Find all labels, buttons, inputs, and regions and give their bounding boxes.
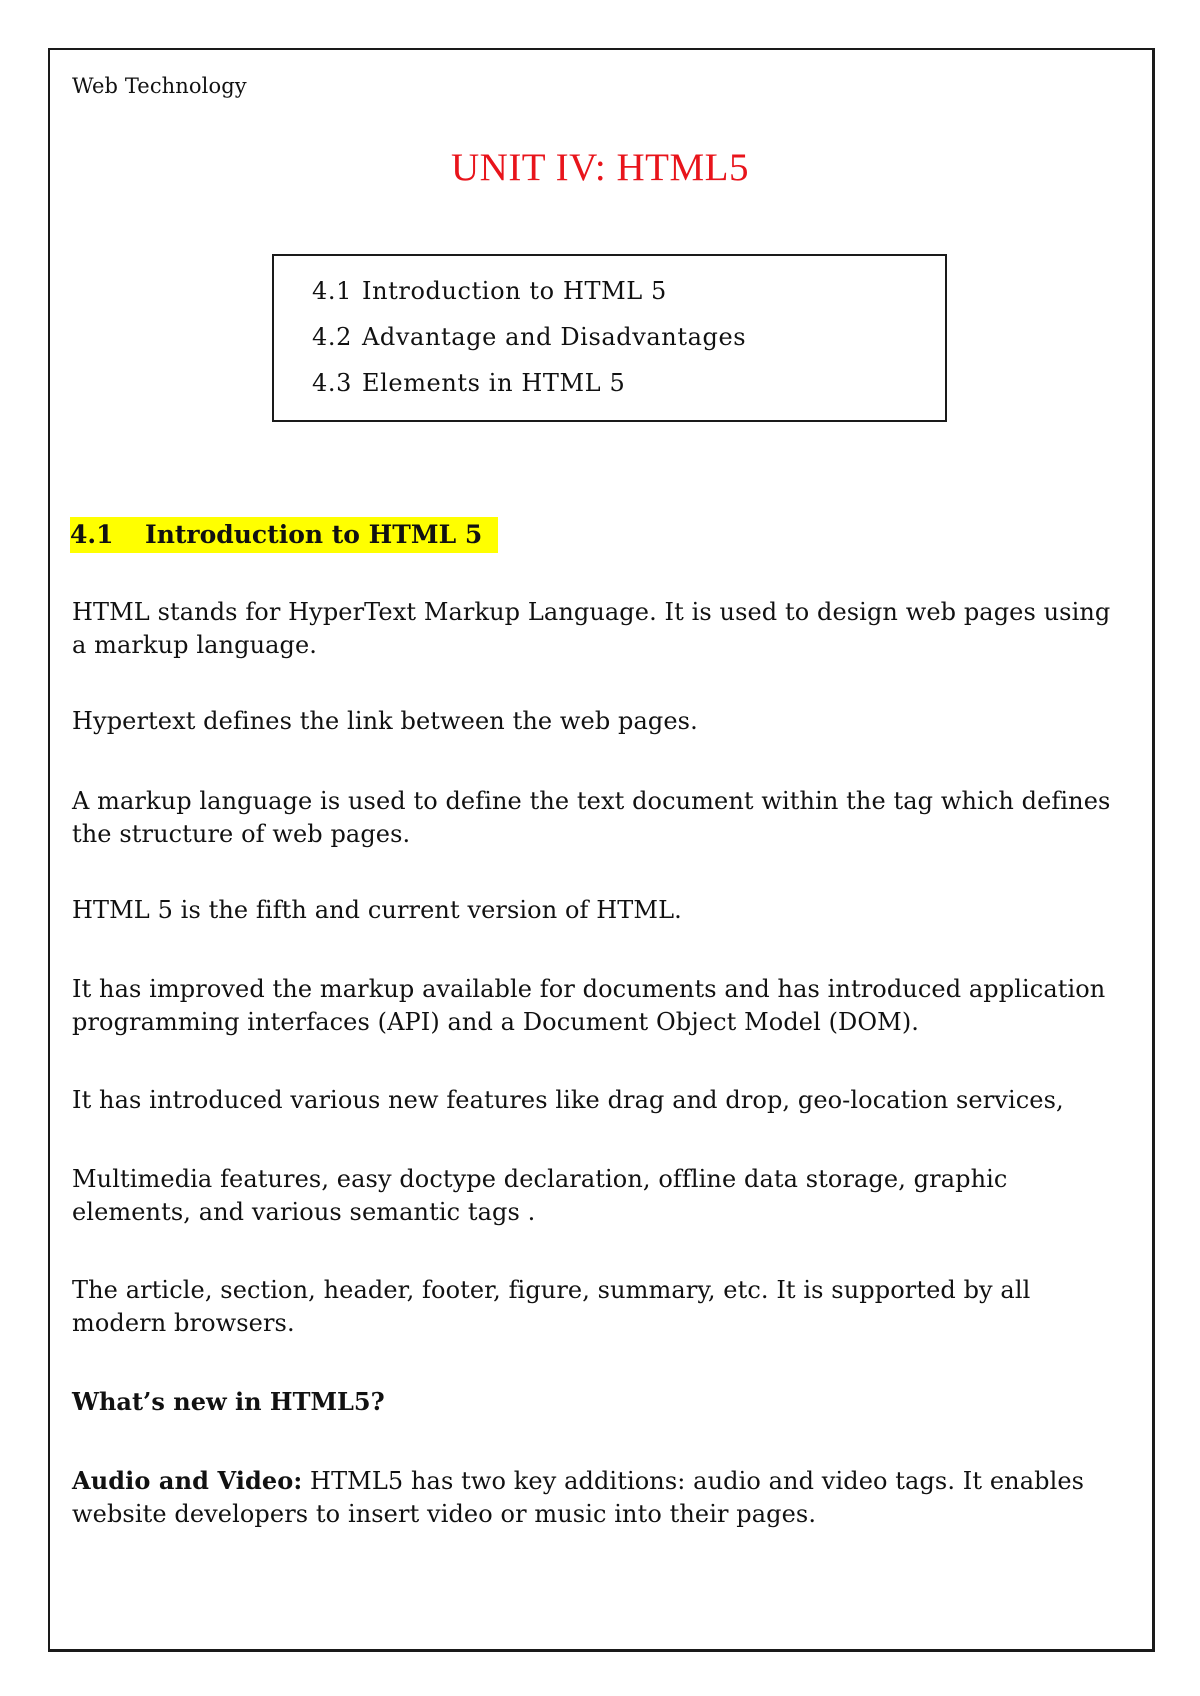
toc-item-label: Elements in HTML 5	[362, 369, 626, 397]
paragraph: It has improved the markup available for documents and has introduced application programming interfaces (API) and a Document Object Model (DOM).	[72, 975, 1106, 1036]
paragraph: Multimedia features, easy doctype declaration, offline data storage, graphic elements, and various semantic tags .	[72, 1165, 1008, 1226]
toc-item	[312, 314, 746, 360]
section-title: Introduction to HTML 5	[145, 520, 483, 549]
toc-item-number: 4.1	[312, 277, 352, 305]
toc-list	[312, 268, 746, 406]
toc-item-number: 4.3	[312, 369, 352, 397]
toc-item-number: 4.2	[312, 323, 352, 351]
audio-video-text: HTML5 has two key additions: audio and video tags. It enables website developers to insert video or music into their pages.	[72, 1467, 1085, 1528]
table-of-contents	[272, 254, 947, 422]
audio-video-paragraph	[72, 1464, 1132, 1531]
paragraph: HTML 5 is the fifth and current version of HTML.	[72, 896, 682, 924]
toc-item	[312, 268, 746, 314]
paragraph: It has introduced various new features like drag and drop, geo-location services,	[72, 1086, 1064, 1114]
section-heading	[70, 517, 498, 553]
paragraph: The article, section, header, footer, figure, summary, etc. It is supported by all modern browsers.	[72, 1276, 1031, 1337]
unit-title: UNIT IV: HTML5	[450, 146, 749, 189]
paragraph: Hypertext defines the link between the web pages.	[72, 707, 698, 735]
paragraph: HTML stands for HyperText Markup Language. It is used to design web pages using a markup language.	[72, 598, 1111, 659]
course-header: Web Technology	[72, 74, 247, 98]
toc-item-label: Advantage and Disadvantages	[362, 323, 747, 351]
toc-item-label: Introduction to HTML 5	[362, 277, 667, 305]
audio-video-label: Audio and Video:	[72, 1466, 303, 1495]
toc-item	[312, 360, 746, 406]
whats-new-heading: What’s new in HTML5?	[72, 1387, 385, 1416]
paragraph: A markup language is used to define the text document within the tag which defines the structure of web pages.	[72, 787, 1111, 848]
section-number: 4.1	[70, 520, 114, 549]
